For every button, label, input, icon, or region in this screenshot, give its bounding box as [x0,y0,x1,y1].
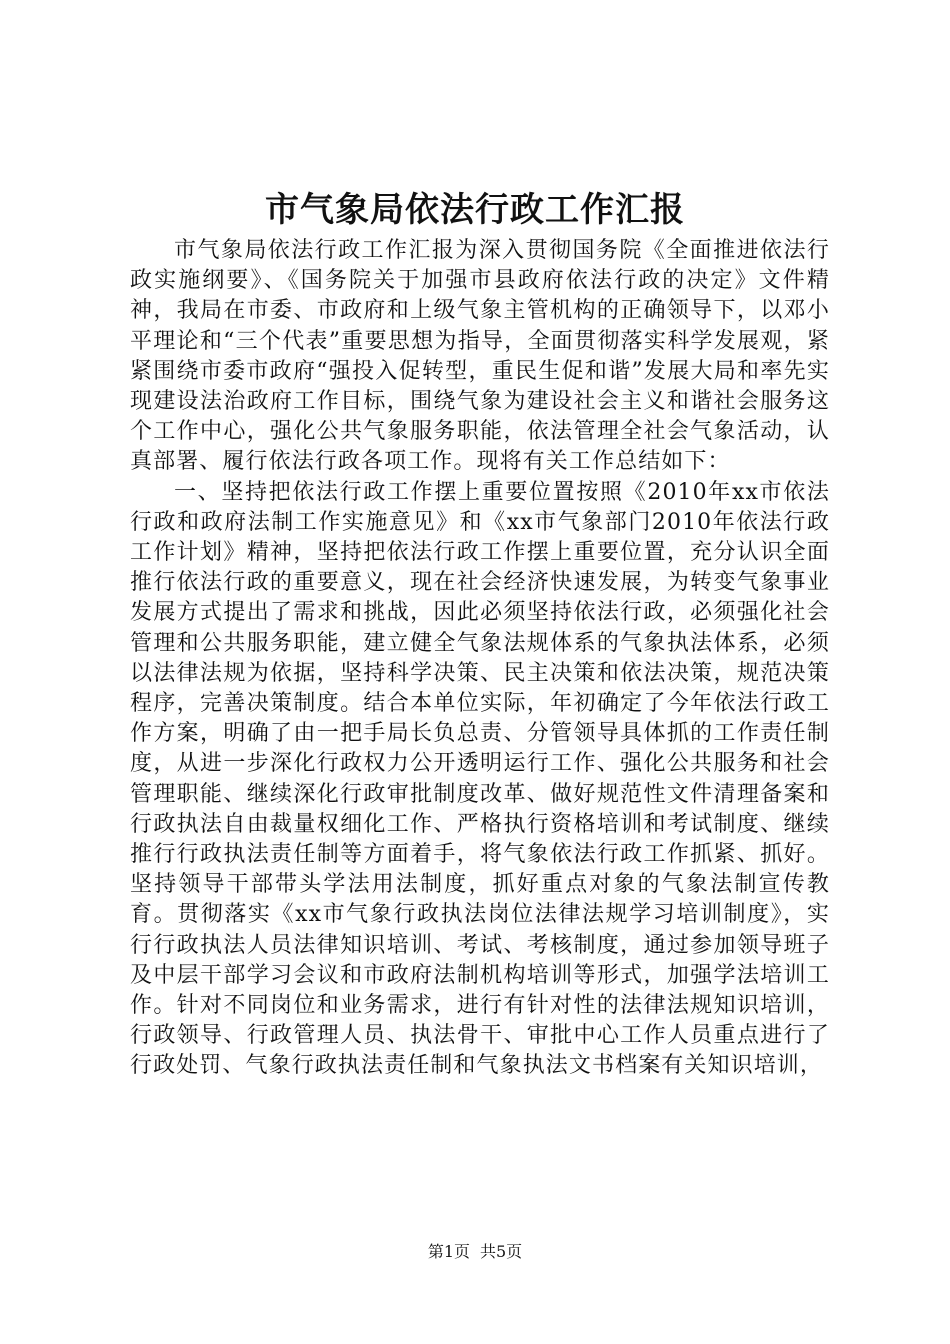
paragraph-section-one: 一、坚持把依法行政工作摆上重要位置按照《2010年xx市依法行政和政府法制工作实施意见》和《xx市气象部门2010年依法行政工作计划》精神，坚持把依法行政工作摆上重要位置，充分认识全面推行依法行政的重要意义，现在社会经济快速发展，为转变气象事业发展方式提出了需求和挑战，因此必须坚持依法行政，必须强化社会管理和公共服务职能，建立健全气象法规体系的气象执法体系，必须以法律法规为依据，坚持科学决策、民主决策和依法决策，规范决策程序，完善决策制度。结合本单位实际，年初确定了今年依法行政工作方案，明确了由一把手局长负总责、分管领导具体抓的工作责任制度，从进一步深化行政权力公开透明运行工作、强化公共服务和社会管理职能、继续深化行政审批制度改革、做好规范性文件清理备案和行政执法自由裁量权细化工作、严格执行资格培训和考试制度、继续推行行政执法责任制等方面着手，将气象依法行政工作抓紧、抓好。坚持领导干部带头学法用法制度，抓好重点对象的气象法制宣传教育。贯彻落实《xx市气象行政执法岗位法律法规学习培训制度》，实行行政执法人员法律知识培训、考试、考核制度，通过参加领导班子及中层干部学习会议和市政府法制机构培训等形式，加强学法培训工作。针对不同岗位和业务需求，进行有针对性的法律法规知识培训，行政领导、行政管理人员、执法骨干、审批中心工作人员重点进行了行政处罚、气象行政执法责任制和气象执法文书档案有关知识培训， [130,479,830,1079]
page-number: 第1页 [427,1242,470,1261]
paragraph-intro: 市气象局依法行政工作汇报为深入贯彻国务院《全面推进依法行政实施纲要》、《国务院关于加强市县政府依法行政的决定》文件精神，我局在市委、市政府和上级气象主管机构的正确领导下，以邓小平理论和“三个代表”重要思想为指导，全面贯彻落实科学发展观，紧紧围绕市委市政府“强投入促转型，重民生促和谐”发展大局和率先实现建设法治政府工作目标，围绕气象为建设社会主义和谐社会服务这个工作中心，强化公共气象服务职能，依法管理全社会气象活动，认真部署、履行依法行政各项工作。现将有关工作总结如下： [130,238,830,475]
document-title: 市气象局依法行政工作汇报 [265,190,685,230]
document-body [130,236,830,1082]
page-footer [0,1241,950,1263]
page-total: 共5页 [480,1242,523,1261]
